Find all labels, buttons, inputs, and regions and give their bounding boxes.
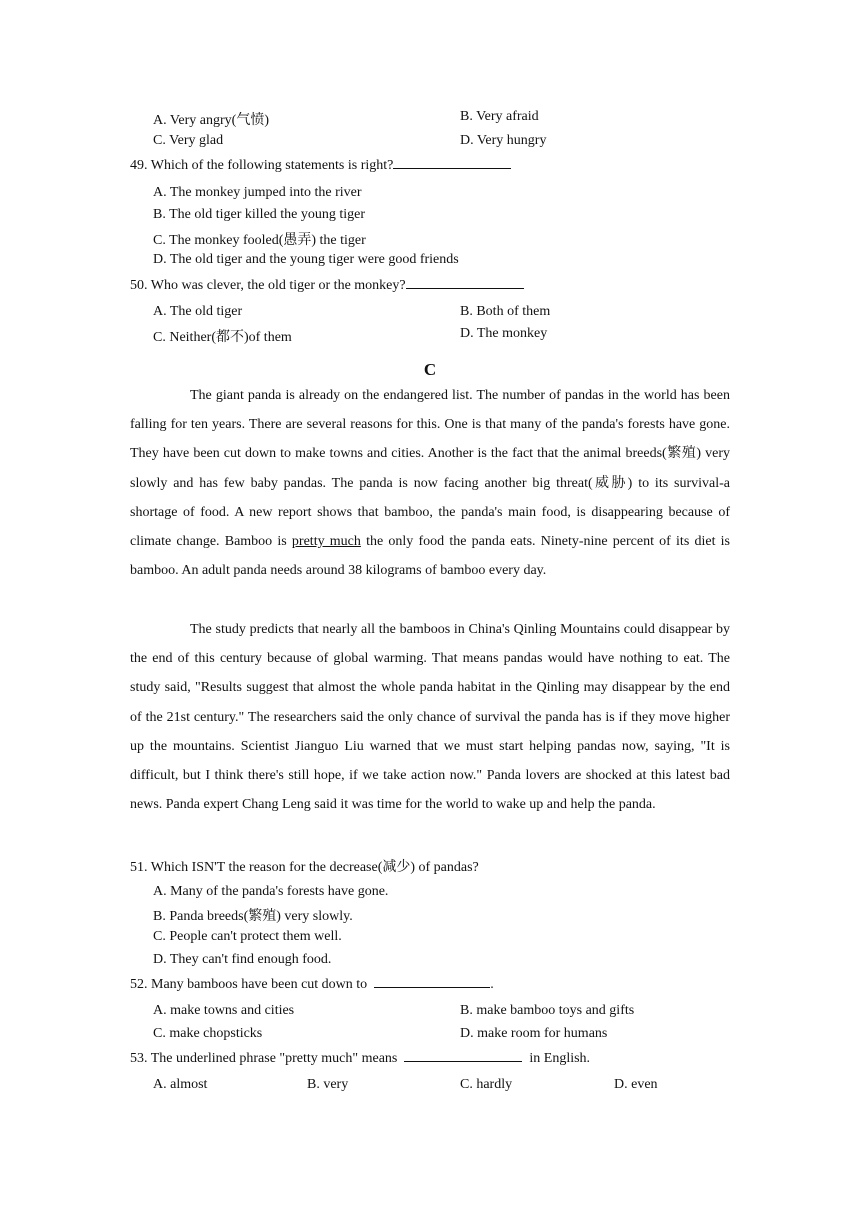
q52-answer-blank <box>374 975 490 988</box>
q52-option-a: A. make towns and cities <box>153 1003 295 1018</box>
passage-paragraph-2: The study predicts that nearly all the bamboos in China's Qinling Mountains could disappear by the end of this century because of global warming. That means pandas would have nothing to eat. The study said, "Results suggest that almost the whole panda habitat in the Qinling may disappear by the end of the 21st century." The researchers said the only chance of survival the panda has is if they move higher up the mountains. Scientist Jianguo Liu warned that we must start helping pandas now, saying, "It is difficult, but I think there's still hope, if we take action now." Panda lovers are shocked at this latest bad news. Panda expert Chang Leng said it was time for the world to wake up and help the panda. <box>130 622 730 813</box>
q48-option-d: D. Very hungry <box>460 133 547 148</box>
q53-question-text: 53. The underlined phrase "pretty much" means <box>130 1051 398 1066</box>
q53-option-d: D. even <box>614 1077 658 1092</box>
q49-option-c: C. The monkey fooled(愚弄) the tiger <box>153 233 366 248</box>
q49-option-d: D. The old tiger and the young tiger were good friends <box>153 252 459 267</box>
q53-question-end: in English. <box>529 1051 591 1066</box>
q53-question <box>130 1049 590 1067</box>
q49-question <box>130 156 511 174</box>
q53-option-c: C. hardly <box>460 1077 513 1092</box>
q52-option-d: D. make room for humans <box>460 1026 608 1041</box>
q49-option-a: A. The monkey jumped into the river <box>153 185 362 200</box>
q48-option-c: C. Very glad <box>153 133 224 148</box>
q49-answer-blank <box>393 156 511 169</box>
q51-option-a: A. Many of the panda's forests have gone. <box>153 884 389 899</box>
q50-option-c: C. Neither(都不)of them <box>153 330 292 345</box>
q52-option-c: C. make chopsticks <box>153 1026 263 1041</box>
q50-question <box>130 276 524 294</box>
q51-option-b: B. Panda breeds(繁殖) very slowly. <box>153 909 353 924</box>
q52-question <box>130 975 494 993</box>
q52-question-text: 52. Many bamboos have been cut down to <box>130 977 368 992</box>
q51-option-c: C. People can't protect them well. <box>153 929 342 944</box>
q51-option-d: D. They can't find enough food. <box>153 952 332 967</box>
q52-option-b: B. make bamboo toys and gifts <box>460 1003 635 1018</box>
section-heading: C <box>423 360 437 379</box>
q53-answer-blank <box>404 1049 522 1062</box>
q52-question-end: . <box>490 977 494 992</box>
q50-question-text: 50. Who was clever, the old tiger or the monkey? <box>130 278 406 293</box>
q48-option-b: B. Very afraid <box>460 109 539 124</box>
q49-question-text: 49. Which of the following statements is right? <box>130 158 394 173</box>
q53-option-b: B. very <box>307 1077 349 1092</box>
passage-p1-after: the only food the panda eats. Ninety-nine percent of its diet is bamboo. An adult panda needs around 38 kilograms of bamboo every day. <box>130 534 730 579</box>
q50-option-b: B. Both of them <box>460 304 551 319</box>
q49-option-b: B. The old tiger killed the young tiger <box>153 207 366 222</box>
q50-option-a: A. The old tiger <box>153 304 243 319</box>
passage-p1-before: The giant panda is already on the endangered list. The number of pandas in the world has been falling for ten years. There are several reasons for this. One is that many of the panda's forests have gone. They have been cut down to make towns and cities. Another is the fact that the animal breeds(繁殖) very slowly and has few baby pandas. The panda is now facing another big threat(威胁) to its survival-a shortage of food. A new report shows that bamboo, the panda's main food, is disappearing because of climate change. Bamboo is <box>130 388 730 550</box>
q50-option-d: D. The monkey <box>460 326 548 341</box>
passage-paragraph-1 <box>130 381 730 585</box>
q50-answer-blank <box>406 276 524 289</box>
q53-option-a: A. almost <box>153 1077 208 1092</box>
q48-option-a: A. Very angry(气愤) <box>153 113 269 128</box>
q51-question: 51. Which ISN'T the reason for the decrease(减少) of pandas? <box>130 860 479 875</box>
underlined-phrase: pretty much <box>291 534 361 550</box>
